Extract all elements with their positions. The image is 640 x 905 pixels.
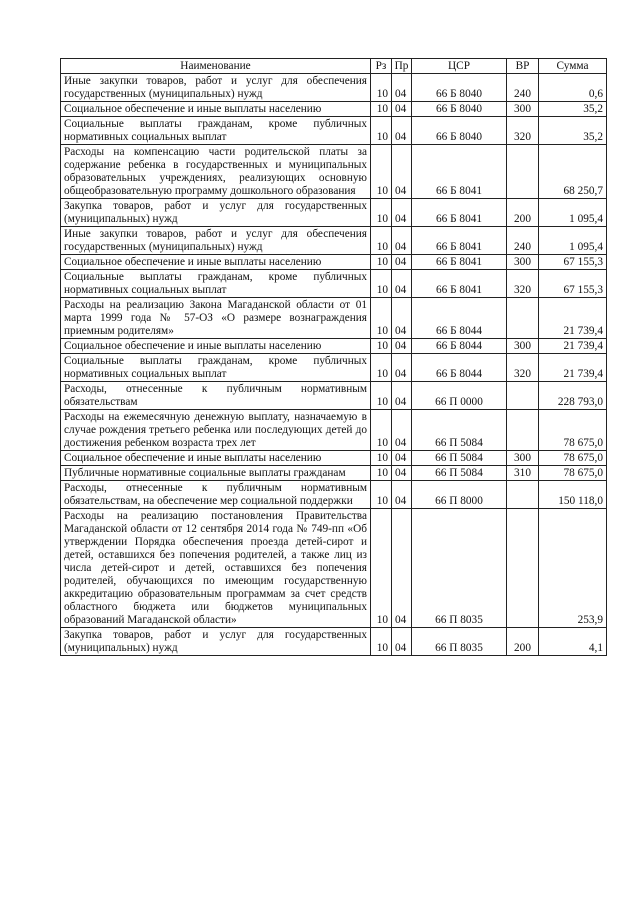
row-rz: 10 (371, 102, 392, 117)
row-rz: 10 (371, 117, 392, 145)
row-name: Расходы на реализацию постановления Правительства Магаданской области от 12 сентября 2014 года № 749-пп «Об утверждении Порядка обеспечения проезда детей-сирот и детей, оставшихся без попечения родителей, а также лиц из числа детей-сирот и детей, оставшихся без попечения родителей, обучающихся по имеющим государственную аккредитацию образовательным программам за счет средств областного бюджета или бюджетов муниципальных образований Магаданской области» (61, 509, 371, 628)
row-vr: 300 (507, 102, 539, 117)
row-name: Социальные выплаты гражданам, кроме публичных нормативных социальных выплат (61, 354, 371, 382)
row-csr: 66 П 5084 (412, 466, 507, 481)
row-csr: 66 Б 8044 (412, 298, 507, 339)
table-row (61, 481, 607, 509)
row-name: Социальное обеспечение и иные выплаты населению (61, 339, 371, 354)
row-csr: 66 Б 8040 (412, 74, 507, 102)
row-csr: 66 Б 8040 (412, 117, 507, 145)
row-csr: 66 П 5084 (412, 410, 507, 451)
header-vr: ВР (507, 59, 539, 74)
row-csr: 66 П 0000 (412, 382, 507, 410)
budget-table (60, 58, 607, 656)
row-rz: 10 (371, 298, 392, 339)
row-sum: 1 095,4 (539, 199, 607, 227)
row-csr: 66 Б 8041 (412, 145, 507, 199)
row-csr: 66 П 8035 (412, 509, 507, 628)
row-pr: 04 (392, 270, 412, 298)
row-sum: 253,9 (539, 509, 607, 628)
row-vr (507, 145, 539, 199)
row-pr: 04 (392, 74, 412, 102)
row-pr: 04 (392, 339, 412, 354)
table-row (61, 354, 607, 382)
table-row (61, 466, 607, 481)
row-vr: 310 (507, 466, 539, 481)
row-pr: 04 (392, 410, 412, 451)
row-csr: 66 Б 8041 (412, 255, 507, 270)
row-vr: 300 (507, 255, 539, 270)
header-name: Наименование (61, 59, 371, 74)
row-pr: 04 (392, 199, 412, 227)
row-vr: 320 (507, 354, 539, 382)
row-vr: 240 (507, 74, 539, 102)
row-sum: 78 675,0 (539, 466, 607, 481)
table-row (61, 410, 607, 451)
row-name: Социальные выплаты гражданам, кроме публичных нормативных социальных выплат (61, 270, 371, 298)
row-sum: 21 739,4 (539, 339, 607, 354)
row-sum: 21 739,4 (539, 298, 607, 339)
row-rz: 10 (371, 451, 392, 466)
row-rz: 10 (371, 354, 392, 382)
row-name: Закупка товаров, работ и услуг для государственных (муниципальных) нужд (61, 628, 371, 656)
row-csr: 66 Б 8044 (412, 354, 507, 382)
row-sum: 150 118,0 (539, 481, 607, 509)
row-vr (507, 410, 539, 451)
table-row (61, 145, 607, 199)
row-sum: 228 793,0 (539, 382, 607, 410)
row-csr: 66 Б 8041 (412, 227, 507, 255)
row-pr: 04 (392, 509, 412, 628)
table-row (61, 117, 607, 145)
row-name: Закупка товаров, работ и услуг для государственных (муниципальных) нужд (61, 199, 371, 227)
row-vr (507, 481, 539, 509)
row-vr: 240 (507, 227, 539, 255)
row-rz: 10 (371, 270, 392, 298)
row-pr: 04 (392, 628, 412, 656)
row-vr: 300 (507, 339, 539, 354)
header-rz: Рз (371, 59, 392, 74)
row-name: Иные закупки товаров, работ и услуг для обеспечения государственных (муниципальных) нужд (61, 227, 371, 255)
row-rz: 10 (371, 628, 392, 656)
row-rz: 10 (371, 339, 392, 354)
row-name: Иные закупки товаров, работ и услуг для обеспечения государственных (муниципальных) нужд (61, 74, 371, 102)
row-vr (507, 509, 539, 628)
row-pr: 04 (392, 466, 412, 481)
row-rz: 10 (371, 74, 392, 102)
header-sum: Сумма (539, 59, 607, 74)
row-rz: 10 (371, 466, 392, 481)
row-name: Социальное обеспечение и иные выплаты населению (61, 451, 371, 466)
row-pr: 04 (392, 227, 412, 255)
row-sum: 0,6 (539, 74, 607, 102)
table-row (61, 102, 607, 117)
table-row (61, 298, 607, 339)
row-rz: 10 (371, 255, 392, 270)
row-csr: 66 П 8000 (412, 481, 507, 509)
row-sum: 35,2 (539, 102, 607, 117)
row-rz: 10 (371, 145, 392, 199)
row-vr: 320 (507, 117, 539, 145)
row-sum: 1 095,4 (539, 227, 607, 255)
table-header-row (61, 59, 607, 74)
table-row (61, 509, 607, 628)
table-row (61, 227, 607, 255)
row-pr: 04 (392, 354, 412, 382)
row-sum: 21 739,4 (539, 354, 607, 382)
row-sum: 67 155,3 (539, 255, 607, 270)
table-row (61, 382, 607, 410)
row-name: Расходы на компенсацию части родительской платы за содержание ребенка в государственных и муниципальных образовательных учреждениях, реализующих основную общеобразовательную программу дошкольного образования (61, 145, 371, 199)
row-sum: 35,2 (539, 117, 607, 145)
row-pr: 04 (392, 117, 412, 145)
row-rz: 10 (371, 382, 392, 410)
row-pr: 04 (392, 102, 412, 117)
table-row (61, 255, 607, 270)
row-vr: 200 (507, 628, 539, 656)
row-vr (507, 382, 539, 410)
row-name: Расходы, отнесенные к публичным нормативным обязательствам (61, 382, 371, 410)
row-sum: 78 675,0 (539, 451, 607, 466)
row-pr: 04 (392, 145, 412, 199)
table-row (61, 339, 607, 354)
table-row (61, 199, 607, 227)
table-row (61, 451, 607, 466)
table-row (61, 74, 607, 102)
row-vr: 320 (507, 270, 539, 298)
table-row (61, 628, 607, 656)
row-name: Социальное обеспечение и иные выплаты населению (61, 102, 371, 117)
header-csr: ЦСР (412, 59, 507, 74)
row-vr: 300 (507, 451, 539, 466)
row-name: Расходы на ежемесячную денежную выплату, назначаемую в случае рождения третьего ребенка или последующих детей до достижения ребенком возраста трех лет (61, 410, 371, 451)
row-name: Расходы на реализацию Закона Магаданской области от 01 марта 1999 года № 57-ОЗ «О размере вознаграждения приемным родителям» (61, 298, 371, 339)
row-rz: 10 (371, 410, 392, 451)
row-pr: 04 (392, 481, 412, 509)
row-sum: 68 250,7 (539, 145, 607, 199)
row-pr: 04 (392, 451, 412, 466)
row-vr: 200 (507, 199, 539, 227)
row-pr: 04 (392, 255, 412, 270)
table-row (61, 270, 607, 298)
row-csr: 66 Б 8040 (412, 102, 507, 117)
row-name: Социальное обеспечение и иные выплаты населению (61, 255, 371, 270)
header-pr: Пр (392, 59, 412, 74)
row-csr: 66 П 8035 (412, 628, 507, 656)
row-csr: 66 Б 8044 (412, 339, 507, 354)
row-pr: 04 (392, 382, 412, 410)
row-rz: 10 (371, 509, 392, 628)
row-name: Расходы, отнесенные к публичным нормативным обязательствам, на обеспечение мер социальной поддержки (61, 481, 371, 509)
row-rz: 10 (371, 481, 392, 509)
document-page (60, 58, 606, 656)
row-csr: 66 П 5084 (412, 451, 507, 466)
row-csr: 66 Б 8041 (412, 199, 507, 227)
row-sum: 78 675,0 (539, 410, 607, 451)
row-name: Социальные выплаты гражданам, кроме публичных нормативных социальных выплат (61, 117, 371, 145)
row-name: Публичные нормативные социальные выплаты гражданам (61, 466, 371, 481)
row-sum: 4,1 (539, 628, 607, 656)
row-pr: 04 (392, 298, 412, 339)
row-sum: 67 155,3 (539, 270, 607, 298)
row-rz: 10 (371, 227, 392, 255)
row-rz: 10 (371, 199, 392, 227)
row-csr: 66 Б 8041 (412, 270, 507, 298)
row-vr (507, 298, 539, 339)
